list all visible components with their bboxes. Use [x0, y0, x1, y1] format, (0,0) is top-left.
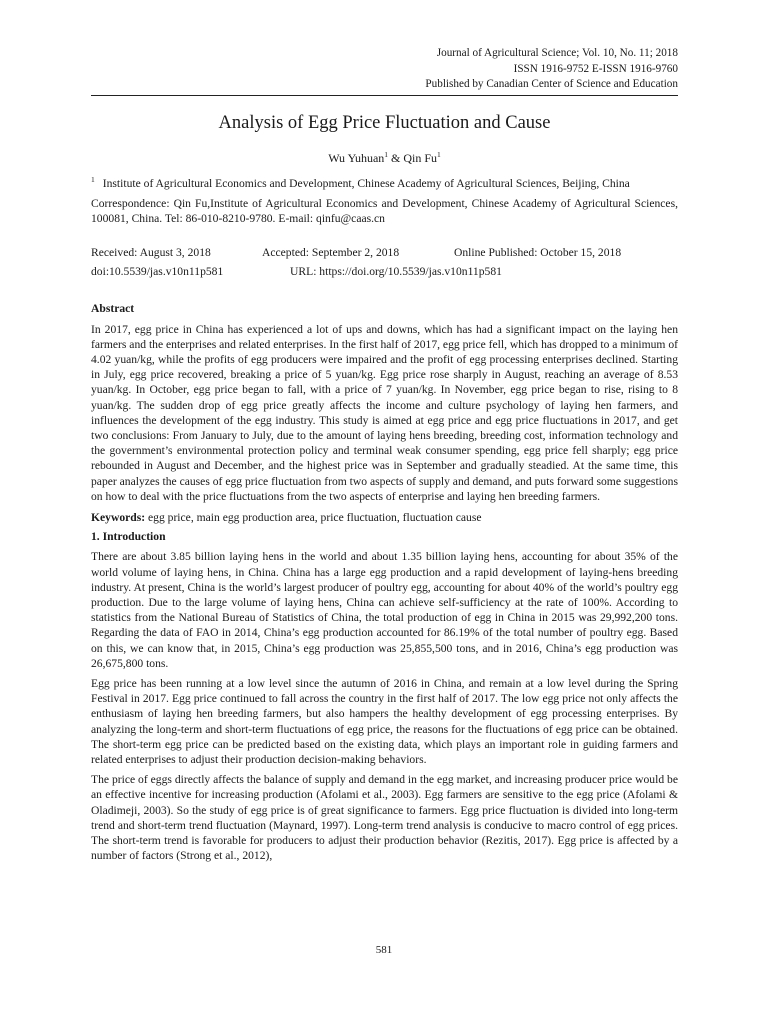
author-name: Qin Fu — [403, 150, 438, 165]
affiliation-text: Institute of Agricultural Economics and Development, Chinese Academy of Agricultural Sciences, Beijing, China — [102, 176, 630, 190]
author-affil-sup: 1 — [437, 149, 441, 159]
received-date: Received: August 3, 2018 — [91, 245, 211, 259]
correspondence: Correspondence: Qin Fu,Institute of Agricultural Economics and Development, Chinese Academy of Agricultural Sciences, 100081, China. Tel: 86-010-8210-9780. E-mail: qinfu@caas.cn — [91, 196, 678, 225]
author-line — [91, 148, 678, 165]
author-name: Wu Yuhuan — [328, 150, 385, 165]
doi-line — [91, 264, 678, 279]
issn-line: ISSN 1916-9752 E-ISSN 1916-9760 — [513, 62, 678, 75]
body-paragraph: There are about 3.85 billion laying hens in the world and about 1.35 billion laying hens, accounting for about 35% of the world volume of laying hens, in China. China has a large egg production and a rapid development of laying-hens breeding industry. At present, China is the world’s largest producer of poultry egg, accounting for about 40% of the world’s poultry egg production. Due to the large volume of laying hens, China can achieve self-sufficiency at the rate of 100%. According to statistics from the National Bureau of Statistics of China, the total production of egg in China in 2015 was 29,992,200 tons. Regarding the data of FAO in 2014, China’s egg production accounted for 86.19% of the total number of poultry egg. Based on this, we can know that, in 2015, China’s egg production was 25,855,500 tons, and in 2016, China’s egg production was 26,675,800 tons. — [91, 550, 678, 670]
journal-line: Journal of Agricultural Science; Vol. 10, No. 11; 2018 — [436, 47, 678, 59]
body-paragraph: Egg price has been running at a low level since the autumn of 2016 in China, and remain at a low level during the Spring Festival in 2017. Egg price continued to fall across the country in the first half of 2017. The low egg price not only affects the enthusiasm of laying hen breeding farmers, but also hampers the healthy development of egg processing enterprises. By analyzing the long-term and short-term fluctuations of egg price, the reasons for the fluctuations of egg price can be obtained. The short-term egg price can be predicted based on the existing data, which plays an important role in guiding farmers and related enterprises to adjust their production decision-making behaviors. — [91, 677, 678, 767]
published-date: Online Published: October 15, 2018 — [454, 245, 622, 259]
affiliation — [91, 172, 678, 191]
affiliation-sup: 1 — [91, 174, 95, 184]
doi-url[interactable]: URL: https://doi.org/10.5539/jas.v10n11p581 — [290, 265, 502, 279]
abstract-text: In 2017, egg price in China has experienced a lot of ups and downs, which has had a significant impact on the laying hen farmers and the enterprises and related enterprises. In the first half of 2017, egg price fell, which has dropped to a minimum of 4.02 yuan/kg, while the profits of egg producers were impaired and the profit of egg processing enterprises declined. Starting in July, egg price recovered, breaking a price of 5 yuan/kg. Egg price rose sharply in August, reaching an average of 8.53 yuan/kg. In October, egg price began to fall, with a price of 7 yuan/kg. In November, egg price began to rise, rising to 8 yuan/kg. The sudden drop of egg price greatly affects the income and culture psychology of laying hen farmers, and influences the development of the egg industry. This study is aimed at egg price and egg price fluctuations in 2017, and get two conclusions: From January to July, due to the amount of laying hens breeding, breeding cost, information technology and the government’s environmental protection policy and terminal weak consumer spending, egg price fell sharply; egg price rebounded in August and December, and the highest price was in September and gradually steadied. At the same time, this paper analyzes the causes of egg price fluctuation from two aspects of supply and demand, and puts forward some suggestions on how to deal with the price fluctuations from the two aspects of enterprise and laying hen breeding farmers. — [91, 322, 678, 503]
journal-header — [91, 46, 678, 93]
body-paragraph: The price of eggs directly affects the balance of supply and demand in the egg market, and increasing producer price would be an effective incentive for increasing production (Afolami et al., 2003). Egg farmers are sensitive to the egg price (Afolami & Oladimeji, 2003). So the study of egg price is of great significance to farmers. Egg price fluctuation is divided into long-term trend and short-term trend fluctuation (Maynard, 1997). Long-term trend analysis is conducive to macro control of egg prices. The short-term trend is favorable for producers to adjust their production behavior (Rezitis, 2017). Egg price is affected by a number of factors (Strong et al., 2012), — [91, 773, 678, 863]
header-rule — [91, 95, 678, 96]
accepted-date: Accepted: September 2, 2018 — [262, 245, 400, 259]
paper-title: Analysis of Egg Price Fluctuation and Cause — [218, 112, 551, 133]
keywords-text: egg price, main egg production area, price fluctuation, fluctuation cause — [145, 511, 482, 525]
publisher-line: Published by Canadian Center of Science and Education — [425, 78, 678, 90]
doi-text: doi:10.5539/jas.v10n11p581 — [91, 265, 224, 279]
author-separator: & — [388, 150, 404, 165]
page-number: 581 — [375, 944, 393, 956]
abstract-heading: Abstract — [91, 302, 135, 316]
paper-page — [91, 46, 678, 863]
keywords — [91, 510, 678, 525]
keywords-label: Keywords: — [91, 511, 146, 525]
publication-dates — [91, 245, 678, 260]
author-affil-sup: 1 — [384, 149, 389, 159]
introduction-heading: 1. Introduction — [91, 530, 166, 544]
